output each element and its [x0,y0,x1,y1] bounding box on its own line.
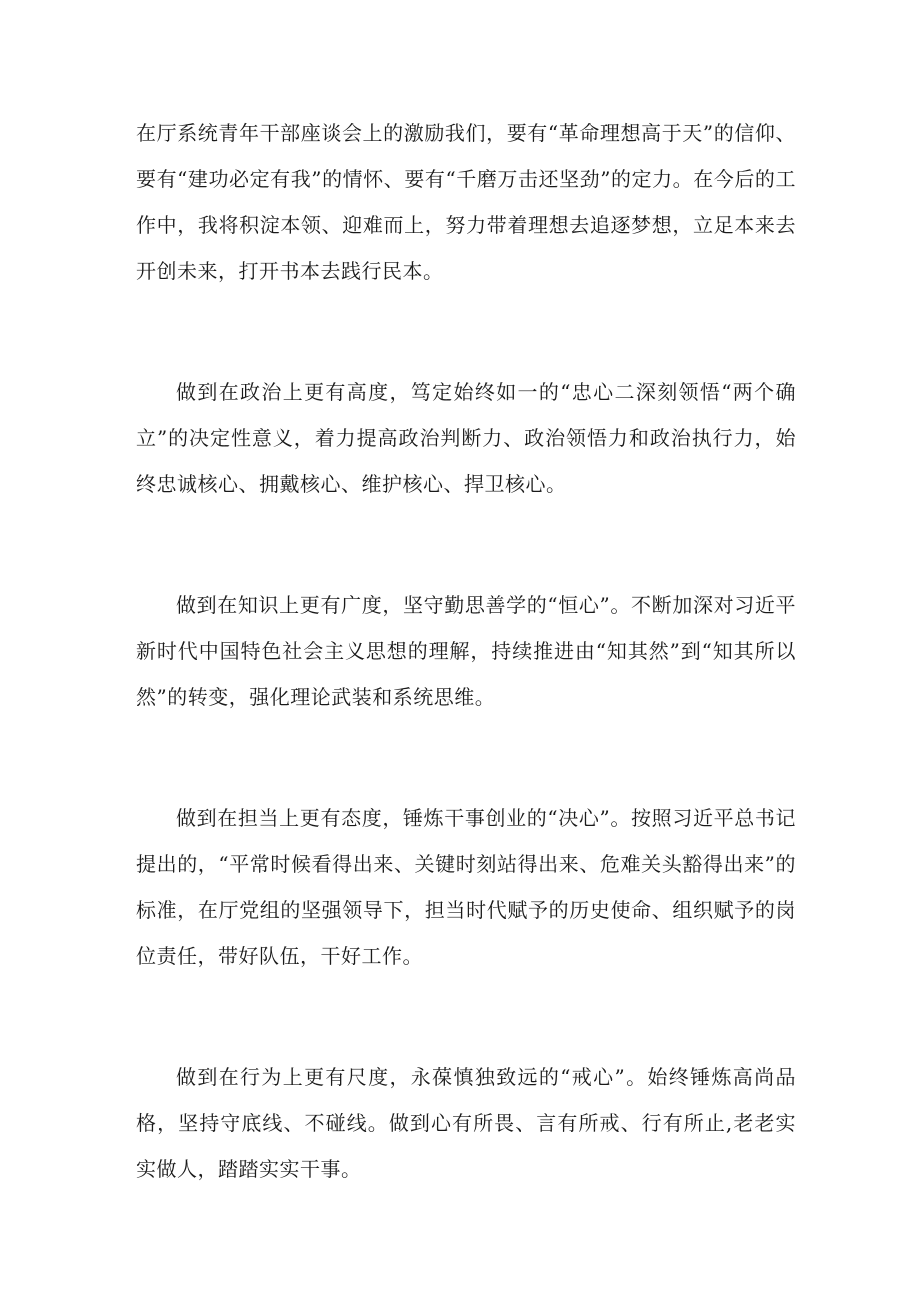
paragraph-3: 做到在知识上更有广度，坚守勤思善学的“恒心”。不断加深对习近平新时代中国特色社会主义思想的理解，持续推进由“知其然”到“知其所以然”的转变，强化理论武装和系统思维。 [136,593,796,709]
paragraph-4: 做到在担当上更有态度，锤炼干事创业的“决心”。按照习近平总书记提出的，“平常时候看得出来、关键时刻站得出来、危难关头豁得出来”的标准，在厅党组的坚强领导下，担当时代赋予的历史使命、组织赋予的岗位责任，带好队伍，干好工作。 [136,806,796,968]
paragraph-spacer [136,507,796,582]
paragraph-spacer [136,720,796,795]
paragraph-2: 做到在政治上更有高度，笃定始终如一的“忠心二深刻领悟“两个确立”的决定性意义，着力提高政治判断力、政治领悟力和政治执行力，始终忠诚核心、拥戴核心、维护核心、捍卫核心。 [136,380,796,496]
document-body [136,110,796,1192]
paragraph-1: 在厅系统青年干部座谈会上的激励我们，要有“革命理想高于天”的信仰、要有“建功必定有我”的情怀、要有“千磨万击还坚劲”的定力。在今后的工作中，我将积淀本领、迎难而上，努力带着理想去追逐梦想，立足本来去开创未来，打开书本去践行民本。 [136,121,796,283]
paragraph-spacer [136,979,796,1054]
paragraph-spacer [136,294,796,369]
paragraph-5: 做到在行为上更有尺度，永葆慎独致远的“戒心”。始终锤炼高尚品格，坚持守底线、不碰线。做到心有所畏、言有所戒、行有所止,老老实实做人，踏踏实实干事。 [136,1065,796,1181]
